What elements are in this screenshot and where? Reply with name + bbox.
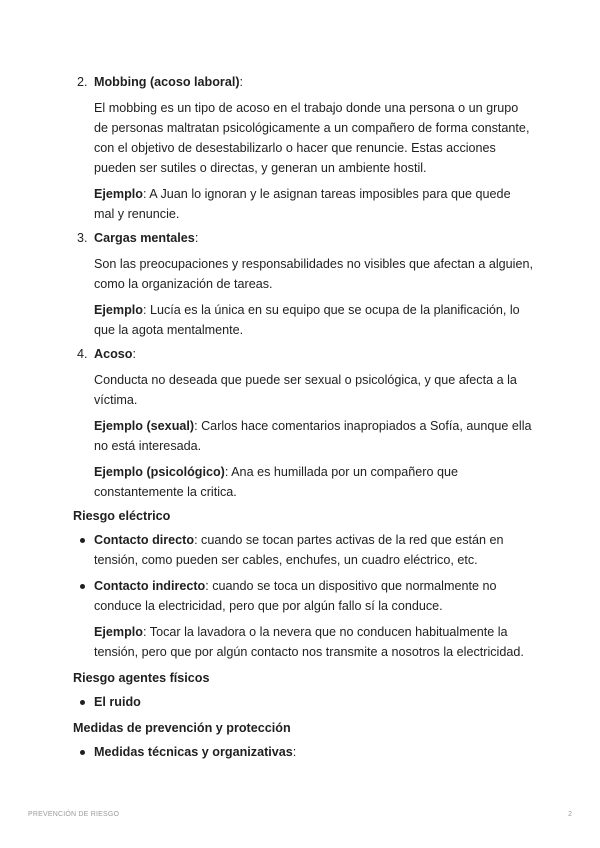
list-number: 3.: [77, 231, 88, 245]
example-text: : A Juan lo ignoran y le asignan tareas imposibles para que quede mal y renuncie.: [94, 187, 511, 221]
bullet-text: [94, 530, 533, 570]
bullet-label: El ruido: [94, 695, 141, 709]
bullet-item-contacto-indirecto: [73, 576, 533, 662]
item-title-suffix: :: [132, 347, 136, 361]
list-item-cargas-mentales: [73, 228, 533, 340]
bullet-suffix: :: [292, 745, 297, 759]
bullet-item-medidas-tecnicas: [73, 742, 533, 762]
list-item-mobbing: [73, 72, 533, 224]
document-content: [73, 72, 533, 768]
bullet-body: : cuando se toca un dispositivo que normalmente no conduce la electricidad, pero que por algún fallo sí la conduce.: [94, 579, 497, 613]
example-label: Ejemplo (psicológico): [94, 465, 225, 479]
bullet-dot: [80, 700, 85, 705]
example-label: Ejemplo: [94, 303, 143, 317]
item-example: [94, 300, 533, 340]
example-label: Ejemplo: [94, 625, 143, 639]
item-title-line: [94, 344, 533, 364]
item-description: El mobbing es un tipo de acoso en el trabajo donde una persona o un grupo de personas maltratan psicológicamente a un compañero de forma constante, con el objetivo de desestabilizarlo o hacer que renuncie. Estas acciones pueden ser sutiles o directas, y generan un ambiente hostil.: [94, 101, 530, 175]
bullet-example: [94, 622, 533, 662]
item-description: Conducta no deseada que puede ser sexual o psicológica, y que afecta a la víctima.: [94, 373, 517, 407]
example-label: Ejemplo (sexual): [94, 419, 195, 433]
item-example-psicologico: [94, 462, 533, 502]
example-text: : Tocar la lavadora o la nevera que no conducen habitualmente la tensión, pero que por algún contacto nos transmite a nosotros la electricidad.: [94, 625, 524, 659]
footer-page-number: 2: [568, 811, 572, 818]
item-title-line: [94, 228, 533, 248]
item-example: [94, 184, 533, 224]
item-title: Acoso: [94, 347, 133, 361]
footer-document-title: PREVENCIÓN DE RIESGO: [28, 811, 120, 818]
bullet-label: Contacto indirecto: [94, 579, 206, 593]
item-title-line: [94, 72, 533, 92]
section-heading-riesgo-fisicos: Riesgo agentes físicos: [73, 671, 210, 685]
section-heading-medidas: Medidas de prevención y protección: [73, 721, 291, 735]
item-example-sexual: [94, 416, 533, 456]
item-title-suffix: :: [239, 75, 244, 89]
list-number: 2.: [77, 75, 88, 89]
item-title: Mobbing (acoso laboral): [94, 75, 240, 89]
item-title-suffix: :: [194, 231, 199, 245]
example-text: : Ana es humillada por un compañero que constantemente la critica.: [94, 465, 458, 499]
bullet-label: Medidas técnicas y organizativas: [94, 745, 293, 759]
section-heading-riesgo-electrico: Riesgo eléctrico: [73, 509, 171, 523]
item-description: Son las preocupaciones y responsabilidades no visibles que afectan a alguien, como la organización de tareas.: [94, 257, 533, 291]
bullet-dot: [80, 584, 85, 589]
bullet-item-contacto-directo: [73, 530, 533, 570]
bullet-text: [94, 576, 533, 616]
example-label: Ejemplo: [94, 187, 143, 201]
list-number: 4.: [77, 347, 88, 361]
bullet-dot: [80, 750, 85, 755]
bullet-body: : cuando se tocan partes activas de la red que están en tensión, como pueden ser cables, enchufes, un cuadro eléctrico, etc.: [94, 533, 504, 567]
bullet-label: Contacto directo: [94, 533, 195, 547]
list-item-acoso: [73, 344, 533, 502]
bullet-dot: [80, 538, 85, 543]
example-text: : Carlos hace comentarios inapropiados a Sofía, aunque ella no está interesada.: [94, 419, 532, 453]
example-text: : Lucía es la única en su equipo que se ocupa de la planificación, lo que la agota mentalmente.: [94, 303, 520, 337]
bullet-text: [94, 742, 533, 762]
item-title: Cargas mentales: [94, 231, 195, 245]
bullet-item-ruido: [73, 692, 533, 712]
